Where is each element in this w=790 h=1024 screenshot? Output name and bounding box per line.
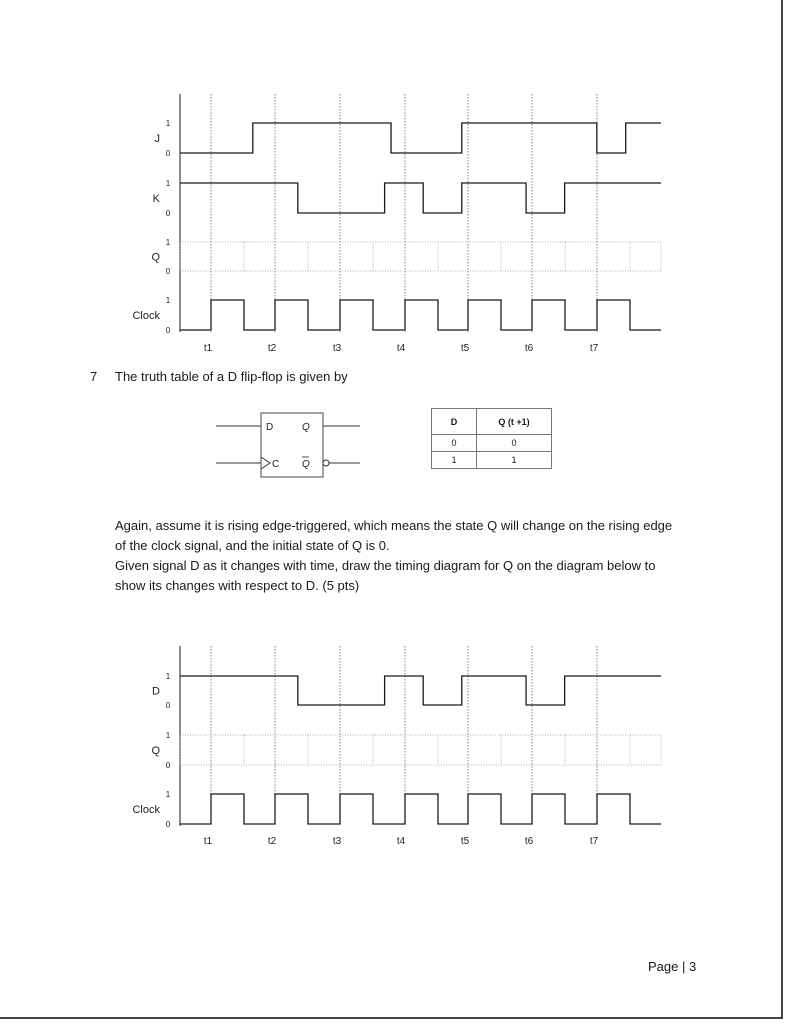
signal-label: Clock: [132, 804, 160, 816]
jk-timing-diagram: [0, 0, 790, 360]
time-label: t2: [267, 343, 277, 354]
level-low-label: 0: [165, 209, 171, 218]
pin-q-label: Q: [302, 422, 310, 433]
level-high-label: 1: [165, 790, 171, 799]
level-high-label: 1: [165, 119, 171, 128]
pin-d-label: D: [266, 422, 274, 433]
flipflop-body: [261, 413, 323, 477]
page-number: Page | 3: [648, 959, 697, 974]
level-low-label: 0: [165, 820, 171, 829]
signal-label: Clock: [132, 310, 160, 322]
time-label: t4: [396, 343, 406, 354]
truth-table: [431, 408, 552, 469]
answer-grid-box: [180, 242, 661, 271]
level-low-label: 0: [165, 326, 171, 335]
table-cell: 0: [432, 435, 477, 452]
signal-waveform: [180, 123, 661, 153]
signal-label: J: [154, 133, 160, 145]
table-cell: 0: [477, 435, 552, 452]
time-label: t1: [203, 343, 213, 354]
signal-waveform: [180, 183, 661, 213]
question-number: 7: [90, 369, 98, 384]
level-low-label: 0: [165, 267, 171, 276]
instructions-line: Given signal D as it changes with time, draw the timing diagram for Q on the diagram below to: [115, 558, 656, 573]
table-cell: 1: [477, 452, 552, 469]
signal-waveform: [180, 676, 661, 705]
instructions-line: show its changes with respect to D. (5 pts): [115, 578, 360, 593]
time-label: t3: [332, 836, 342, 847]
table-row: [432, 452, 552, 469]
signal-label: Q: [151, 745, 160, 757]
clock-triangle: [261, 457, 270, 469]
clock-waveform: [180, 300, 661, 330]
instructions-line: of the clock signal, and the initial state of Q is 0.: [115, 538, 390, 553]
table-cell: 1: [432, 452, 477, 469]
instructions-paragraph: [115, 516, 715, 596]
level-low-label: 0: [165, 149, 171, 158]
time-label: t2: [267, 836, 277, 847]
level-high-label: 1: [165, 296, 171, 305]
question-text: The truth table of a D flip-flop is given by: [115, 369, 348, 384]
time-label: t4: [396, 836, 406, 847]
time-label: t5: [460, 836, 470, 847]
level-high-label: 1: [165, 179, 171, 188]
clock-waveform: [180, 794, 661, 824]
level-high-label: 1: [165, 672, 171, 681]
table-row: [432, 435, 552, 452]
truth-table-header: D: [432, 409, 477, 435]
qbar-bubble: [323, 460, 329, 466]
time-label: t6: [524, 343, 534, 354]
level-high-label: 1: [165, 238, 171, 247]
time-label: t7: [589, 343, 599, 354]
signal-label: K: [152, 193, 160, 205]
time-label: t1: [203, 836, 213, 847]
signal-label: D: [152, 685, 160, 698]
signal-label: Q: [151, 251, 160, 264]
level-low-label: 0: [165, 761, 171, 770]
instructions-line: Again, assume it is rising edge-triggered, which means the state Q will change on the rising edge: [115, 518, 673, 533]
pin-c-label: C: [272, 459, 280, 470]
time-label: t7: [589, 836, 599, 847]
answer-grid-box: [180, 735, 661, 765]
level-high-label: 1: [165, 731, 171, 740]
time-label: t3: [332, 343, 342, 354]
pin-qbar-label: Q: [302, 459, 310, 470]
level-low-label: 0: [165, 701, 171, 710]
truth-table-header: Q (t +1): [477, 409, 552, 435]
time-label: t6: [524, 836, 534, 847]
time-label: t5: [460, 343, 470, 354]
